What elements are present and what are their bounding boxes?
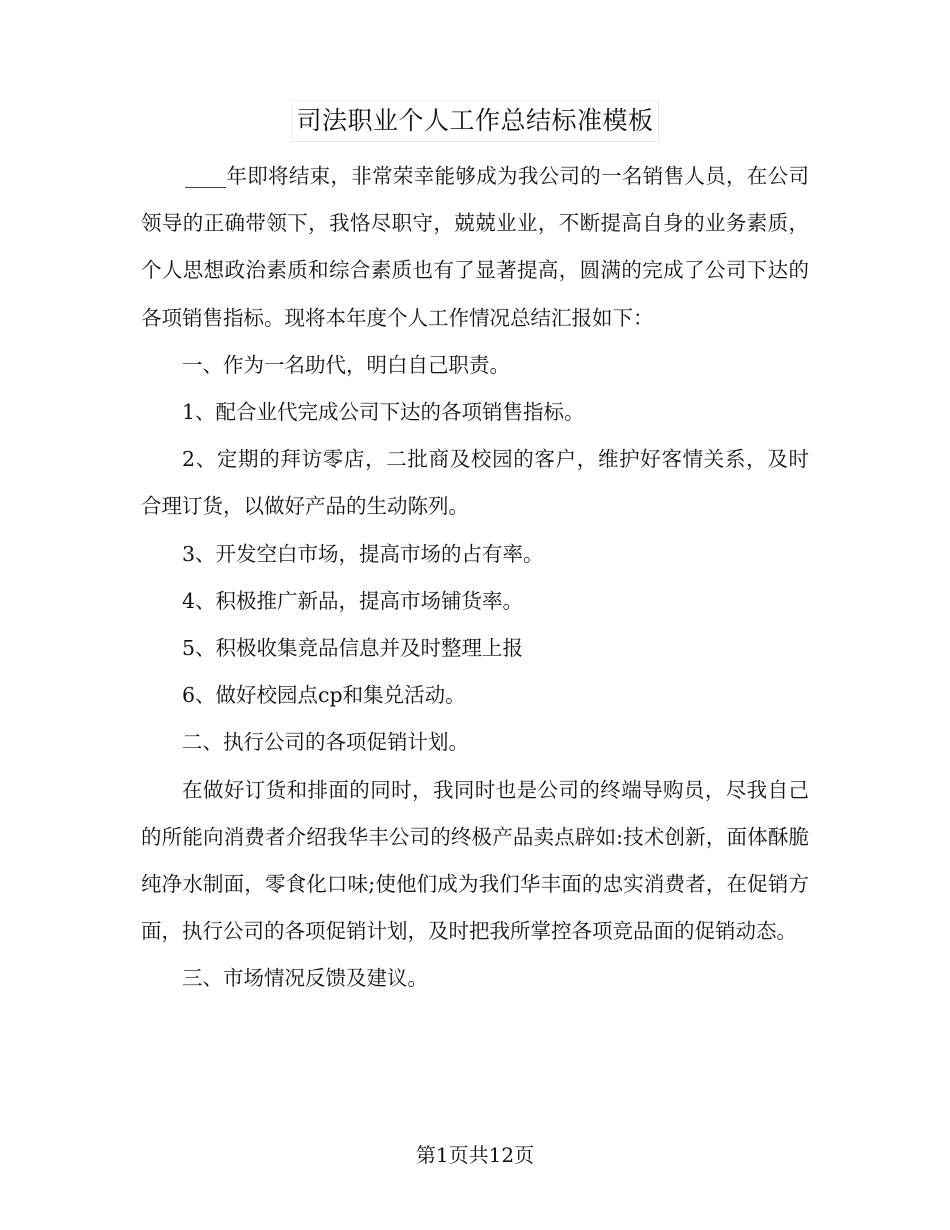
list-item-4: 4、积极推广新品，提高市场铺货率。	[182, 588, 524, 613]
list-item-2: 2、定期的拜访零店，二批商及校园的客户，维护好客情关系，及时合理订货，以做好产品的生动陈列。	[141, 447, 809, 519]
document-title-text: 司法职业个人工作总结标准模板	[291, 100, 658, 142]
page-number-footer: 第1页共12页	[415, 1143, 535, 1167]
section-heading-2: 二、执行公司的各项促销计划。	[182, 730, 469, 755]
list-item-5: 5、积极收集竞品信息并及时整理上报	[182, 636, 524, 661]
section-heading-1: 一、作为一名助代，明白自己职责。	[182, 352, 510, 377]
section-heading-3: 三、市场情况反馈及建议。	[182, 966, 428, 991]
list-item-1: 1、配合业代完成公司下达的各项销售指标。	[182, 400, 585, 425]
list-item-6: 6、做好校园点cp和集兑活动。	[182, 683, 466, 708]
intro-paragraph: ____年即将结束，非常荣幸能够成为我公司的一名销售人员，在公司领导的正确带领下，我恪尽职守，兢兢业业，不断提高自身的业务素质，个人思想政治素质和综合素质也有了显著提高，圆满的完成了公司下达的各项销售指标。现将本年度个人工作情况总结汇报如下：	[141, 164, 809, 330]
list-item-3: 3、开发空白市场，提高市场的占有率。	[182, 541, 544, 566]
document-body	[141, 153, 809, 1003]
document-title	[0, 100, 950, 142]
promotion-paragraph: 在做好订货和排面的同时，我同时也是公司的终端导购员，尽我自己的所能向消费者介绍我华丰公司的终极产品卖点辟如:技术创新，面体酥脆纯净水制面，零食化口味;使他们成为我们华丰面的忠实消费者，在促销方面，执行公司的各项促销计划，及时把我所掌控各项竞品面的促销动态。	[141, 777, 809, 944]
